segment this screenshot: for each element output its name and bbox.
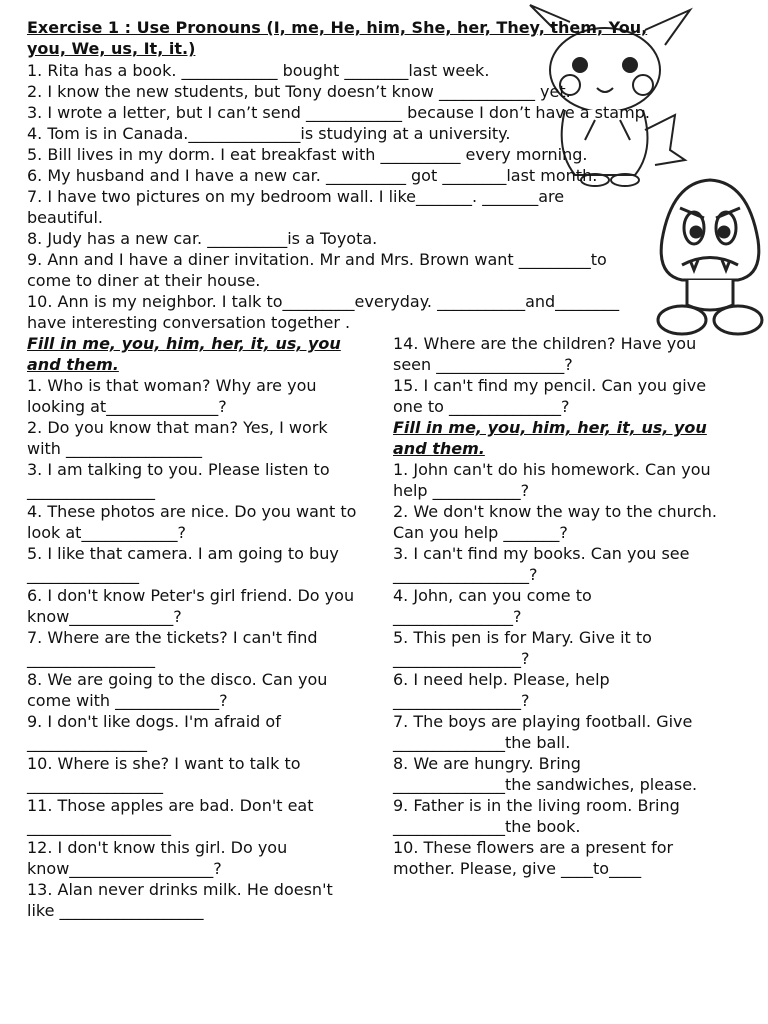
item-text: 2. I know the new students, but Tony doesn’t know ____________ yet. (27, 82, 571, 101)
item-text: 10. Where is she? I want to talk to (27, 754, 301, 773)
section-heading (27, 333, 389, 375)
item-text: 10. These flowers are a present for (393, 838, 674, 857)
item-text: 9. Father is in the living room. Bring (393, 796, 680, 815)
heading-line: Fill in me, you, him, her, it, us, you (393, 418, 707, 437)
item-text: 13. Alan never drinks milk. He doesn't (27, 880, 333, 899)
right-column (393, 333, 763, 879)
item-text: Can you help _______? (393, 523, 568, 542)
item-text: __________________ (27, 817, 171, 836)
left-column (27, 333, 389, 921)
exercise-item (27, 879, 389, 921)
item-text: ______________the ball. (393, 733, 571, 752)
item-text: 1. John can't do his homework. Can you (393, 460, 711, 479)
item-text: mother. Please, give ____to____ (393, 859, 642, 878)
exercise-item (27, 585, 389, 627)
item-text: ______________ (27, 565, 139, 584)
exercise-item (393, 711, 763, 753)
exercise-item (393, 501, 763, 543)
item-text: with _________________ (27, 439, 203, 458)
exercise-item (27, 543, 389, 585)
exercise-item (27, 711, 389, 753)
exercise-item (393, 459, 763, 501)
exercise-item (27, 417, 389, 459)
exercise-item (27, 291, 737, 333)
exercise-item (393, 837, 763, 879)
exercise-item (27, 144, 737, 165)
item-text: 1. Rita has a book. ____________ bought ________last week. (27, 61, 490, 80)
item-text: 10. Ann is my neighbor. I talk to_________everyday. ___________and________ (27, 292, 620, 311)
item-text: help ___________? (393, 481, 530, 500)
exercise1-title (27, 17, 727, 59)
item-text: ________________? (393, 649, 530, 668)
exercise-item (393, 333, 763, 375)
item-text: come with _____________? (27, 691, 228, 710)
item-text: 14. Where are the children? Have you (393, 334, 697, 353)
item-text: ________________ (27, 649, 155, 668)
exercise-item (393, 543, 763, 585)
item-text: looking at______________? (27, 397, 227, 416)
item-text: ________________ (27, 481, 155, 500)
item-text: 4. These photos are nice. Do you want to (27, 502, 357, 521)
item-text: 11. Those apples are bad. Don't eat (27, 796, 314, 815)
heading-line: Fill in me, you, him, her, it, us, you (27, 334, 341, 353)
exercise-item (27, 228, 737, 249)
exercise1-items (27, 60, 737, 333)
item-text: _______________? (393, 607, 522, 626)
item-text: 8. Judy has a new car. __________is a Toyota. (27, 229, 378, 248)
item-text: 2. We don't know the way to the church. (393, 502, 717, 521)
exercise-item (27, 501, 389, 543)
exercise-item (27, 186, 737, 228)
item-text: 4. Tom is in Canada.______________is studying at a university. (27, 124, 511, 143)
item-text: 3. I wrote a letter, but I can’t send ____________ because I don’t have a stamp. (27, 103, 650, 122)
exercise-item (27, 837, 389, 879)
section-heading (393, 417, 763, 459)
item-text: know_____________? (27, 607, 182, 626)
item-text: know__________________? (27, 859, 222, 878)
item-text: come to diner at their house. (27, 271, 261, 290)
exercise-item (27, 753, 389, 795)
exercise-item (393, 795, 763, 837)
item-text: _________________? (393, 565, 538, 584)
heading-line: and them. (393, 439, 485, 458)
item-text: 15. I can't find my pencil. Can you give (393, 376, 707, 395)
item-text: look at____________? (27, 523, 186, 542)
exercise-item (393, 753, 763, 795)
title-line: you, We, us, It, it.) (27, 39, 196, 58)
item-text: ________________? (393, 691, 530, 710)
item-text: 5. This pen is for Mary. Give it to (393, 628, 652, 647)
item-text: _______________ (27, 733, 147, 752)
item-text: 7. I have two pictures on my bedroom wall. I like_______. _______are (27, 187, 565, 206)
item-text: 6. My husband and I have a new car. __________ got ________last month. (27, 166, 598, 185)
exercise-item (27, 669, 389, 711)
exercise-item (27, 459, 389, 501)
item-text: 7. The boys are playing football. Give (393, 712, 693, 731)
title-line: Exercise 1 : Use Pronouns (I, me, He, him, She, her, They, them, You, (27, 18, 648, 37)
item-text: 9. I don't like dogs. I'm afraid of (27, 712, 281, 731)
exercise-item (27, 375, 389, 417)
item-text: have interesting conversation together . (27, 313, 351, 332)
item-text: 2. Do you know that man? Yes, I work (27, 418, 328, 437)
exercise-item (27, 60, 737, 81)
exercise-item (27, 102, 737, 123)
item-text: one to ______________? (393, 397, 570, 416)
item-text: 9. Ann and I have a diner invitation. Mr and Mrs. Brown want _________to (27, 250, 607, 269)
item-text: 1. Who is that woman? Why are you (27, 376, 317, 395)
exercise-item (393, 669, 763, 711)
exercise-item (393, 585, 763, 627)
item-text: seen ________________? (393, 355, 573, 374)
item-text: 8. We are hungry. Bring (393, 754, 581, 773)
exercise-item (393, 627, 763, 669)
item-text: 6. I don't know Peter's girl friend. Do you (27, 586, 355, 605)
item-text: 3. I am talking to you. Please listen to (27, 460, 330, 479)
item-text: ______________the book. (393, 817, 581, 836)
item-text: _________________ (27, 775, 163, 794)
item-text: 8. We are going to the disco. Can you (27, 670, 328, 689)
item-text: ______________the sandwiches, please. (393, 775, 698, 794)
exercise-item (27, 123, 737, 144)
item-text: 5. Bill lives in my dorm. I eat breakfast with __________ every morning. (27, 145, 588, 164)
item-text: like __________________ (27, 901, 204, 920)
heading-line: and them. (27, 355, 119, 374)
exercise-item (27, 249, 737, 291)
item-text: 4. John, can you come to (393, 586, 592, 605)
exercise-item (27, 81, 737, 102)
item-text: beautiful. (27, 208, 103, 227)
item-text: 3. I can't find my books. Can you see (393, 544, 690, 563)
exercise-item (27, 627, 389, 669)
item-text: 7. Where are the tickets? I can't find (27, 628, 318, 647)
exercise-item (27, 795, 389, 837)
item-text: 5. I like that camera. I am going to buy (27, 544, 339, 563)
exercise-item (393, 375, 763, 417)
item-text: 12. I don't know this girl. Do you (27, 838, 288, 857)
exercise-item (27, 165, 737, 186)
item-text: 6. I need help. Please, help (393, 670, 610, 689)
